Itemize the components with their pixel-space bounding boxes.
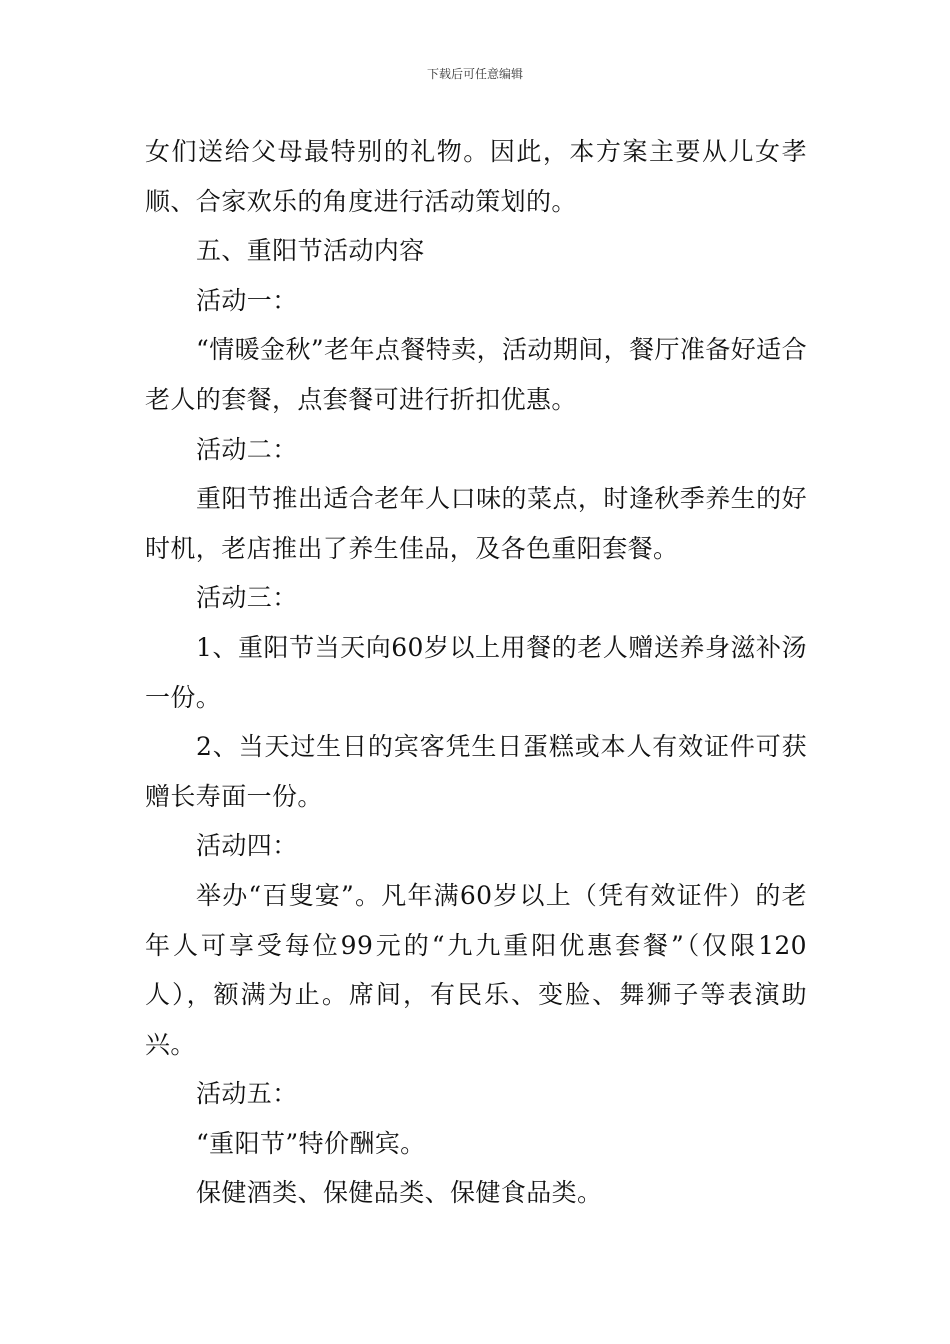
activity-heading: 活动四：	[196, 831, 298, 861]
list-item: 2、当天过生日的宾客凭生日蛋糕或本人有效证件可获赠长寿面一份。	[145, 732, 807, 811]
paragraph: 保健酒类、保健品类、保健食品类。	[196, 1178, 603, 1208]
paragraph: 重阳节推出适合老年人口味的菜点，时逢秋季养生的好时机，老店推出了养生佳品，及各色重阳套餐。	[145, 484, 807, 563]
activity-heading: 活动五：	[196, 1079, 298, 1109]
paragraph: 女们送给父母最特别的礼物。因此，本方案主要从儿女孝顺、合家欢乐的角度进行活动策划的。	[145, 137, 807, 216]
activity-heading: 活动二：	[196, 434, 298, 464]
paragraph: “情暖金秋”老年点餐特卖，活动期间，餐厅准备好适合老人的套餐，点套餐可进行折扣优惠。	[145, 335, 807, 414]
document-body	[145, 127, 807, 1218]
paragraph: “重阳节”特价酬宾。	[196, 1128, 426, 1158]
paragraph: 举办“百叟宴”。凡年满60岁以上（凭有效证件）的老年人可享受每位99元的“九九重阳优惠套餐”（仅限120人），额满为止。席间，有民乐、变脸、舞狮子等表演助兴。	[145, 880, 807, 1059]
header-note: 下载后可任意编辑	[426, 67, 523, 81]
activity-heading: 活动一：	[196, 285, 298, 315]
activity-heading: 活动三：	[196, 583, 298, 613]
list-item: 1、重阳节当天向60岁以上用餐的老人赠送养身滋补汤一份。	[145, 632, 807, 712]
section-heading: 五、重阳节活动内容	[196, 236, 425, 266]
